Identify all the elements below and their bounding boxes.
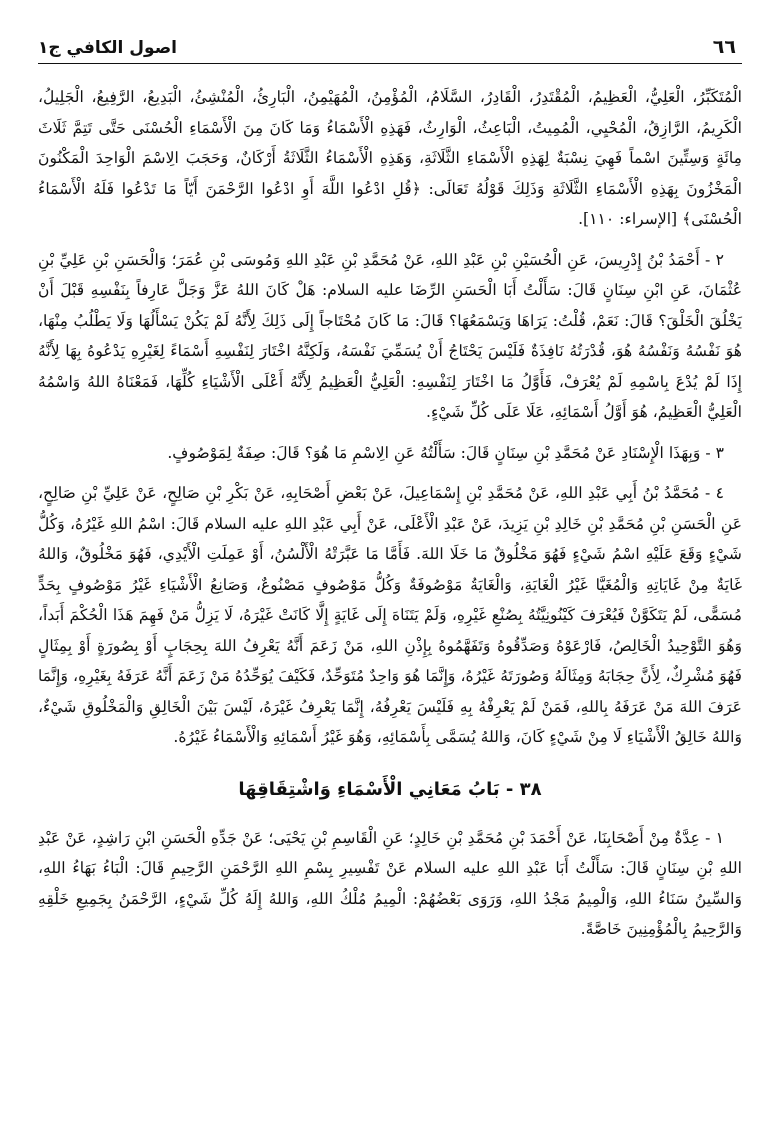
page-header bbox=[38, 28, 742, 58]
hadith-3: ٣ - وَبِهَذَا الْإِسْنَادِ عَنْ مُحَمَّدِ بْنِ سِنَانٍ قَالَ: سَأَلْتُهُ عَنِ الِاسْمِ مَا هُوَ؟ قَالَ: صِفَةٌ لِمَوْصُوفٍ. bbox=[167, 443, 724, 462]
paragraph-continuation: الْمُتَكَبِّرُ، الْعَلِيُّ، الْعَظِيمُ، الْمُقْتَدِرُ، الْقَادِرُ، السَّلَامُ، الْمُؤْمِنُ، الْمُهَيْمِنُ، الْبَارِئُ، الْمُنْشِئُ، الْبَدِيعُ، الرَّفِيعُ، الْجَلِيلُ، الْكَرِيمُ، الرَّازِقُ، الْمُحْيِي، الْمُمِيتُ، الْبَاعِثُ، الْوَارِثُ، فَهَذِهِ الْأَسْمَاءُ وَمَا كَانَ مِنَ الْأَسْمَاءِ الْحُسْنَى حَتَّى تَتِمَّ ثَلَاثَ مِائَةٍ وَسِتِّينَ اسْماً فَهِيَ نِسْبَةٌ لِهَذِهِ الْأَسْمَاءِ الثَّلَاثَةِ، وَهَذِهِ الْأَسْمَاءُ الثَّلَاثَةُ أَرْكَانٌ، وَحَجَبَ الِاسْمَ الْوَاحِدَ الْمَكْنُونَ الْمَخْزُونَ بِهَذِهِ الْأَسْمَاءِ الثَّلَاثَةِ وَذَلِكَ قَوْلُهُ تَعَالَى: ﴿قُلِ ادْعُوا اللَّهَ أَوِ ادْعُوا الرَّحْمَنَ أَيّاً مَا تَدْعُوا فَلَهُ الْأَسْمَاءُ الْحُسْنَى﴾ [الإسراء: ١١٠]. bbox=[38, 88, 742, 228]
hadith-4: ٤ - مُحَمَّدُ بْنُ أَبِي عَبْدِ اللهِ، عَنْ مُحَمَّدِ بْنِ إِسْمَاعِيلَ، عَنْ بَعْضِ أَصْحَابِهِ، عَنْ بَكْرِ بْنِ صَالِحٍ، عَنْ عَلِيِّ بْنِ صَالِحٍ، عَنِ الْحَسَنِ بْنِ مُحَمَّدِ بْنِ خَالِدِ بْنِ يَزِيدَ، عَنْ عَبْدِ الْأَعْلَى، عَنْ أَبِي عَبْدِ اللهِ عليه السلام قَالَ: اسْمُ اللهِ غَيْرُهُ، وَكُلُّ شَيْءٍ وَقَعَ عَلَيْهِ اسْمُ شَيْءٍ فَهُوَ مَخْلُوقٌ مَا خَلَا اللهَ. فَأَمَّا مَا عَبَّرَتْهُ الْأَلْسُنُ، أَوْ عَمِلَتِ الْأَيْدِي، فَهُوَ مَخْلُوقٌ، وَاللهُ غَايَةٌ مِنْ غَايَاتِهِ وَالْمُغَيَّا غَيْرُ الْغَايَةِ، وَالْغَايَةُ مَوْصُوفَةٌ وَكُلُّ مَوْصُوفٍ مَصْنُوعٌ، وَصَانِعُ الْأَشْيَاءِ غَيْرُ مَوْصُوفٍ بِحَدٍّ مُسَمًّى، لَمْ يَتَكَوَّنْ فَيُعْرَفَ كَيْنُونِيَّتُهُ بِصُنْعِ غَيْرِهِ، وَلَمْ يَتَنَاهَ إِلَى غَايَةٍ إِلَّا كَانَتْ غَيْرَهُ، لَا يَزِلُّ مَنْ فَهِمَ هَذَا الْحُكْمَ أَبَداً، وَهُوَ التَّوْحِيدُ الْخَالِصُ، فَارْعَوْهُ وَصَدِّقُوهُ وَتَفَهَّمُوهُ بِإِذْنِ اللهِ، مَنْ زَعَمَ أَنَّهُ يَعْرِفُ اللهَ بِحِجَابٍ أَوْ بِصُورَةٍ أَوْ بِمِثَالٍ فَهُوَ مُشْرِكٌ، لِأَنَّ حِجَابَهُ وَمِثَالَهُ وَصُورَتَهُ غَيْرُهُ، وَإِنَّمَا هُوَ وَاحِدٌ مُتَوَحِّدٌ، فَكَيْفَ يُوَحِّدُهُ مَنْ زَعَمَ أَنَّهُ عَرَفَهُ بِغَيْرِهِ، وَإِنَّمَا عَرَفَ اللهَ مَنْ عَرَفَهُ بِاللهِ، فَمَنْ لَمْ يَعْرِفْهُ بِهِ فَلَيْسَ يَعْرِفُهُ، إِنَّمَا يَعْرِفُ غَيْرَهُ، لَيْسَ بَيْنَ الْخَالِقِ وَالْمَخْلُوقِ شَيْءٌ، وَاللهُ خَالِقُ الْأَشْيَاءِ لَا مِنْ شَيْءٍ كَانَ، وَاللهُ يُسَمَّى بِأَسْمَائِهِ، وَهُوَ غَيْرُ أَسْمَائِهِ وَالْأَسْمَاءُ غَيْرُهُ. bbox=[38, 484, 742, 746]
hadith-1-chapter-38: ١ - عِدَّةٌ مِنْ أَصْحَابِنَا، عَنْ أَحْمَدَ بْنِ مُحَمَّدِ بْنِ خَالِدٍ؛ عَنِ الْقَاسِمِ بْنِ يَحْيَى؛ عَنْ جَدِّهِ الْحَسَنِ ابْنِ رَاشِدٍ، عَنْ عَبْدِ اللهِ بْنِ سِنَانٍ قَالَ: سَأَلْتُ أَبَا عَبْدِ اللهِ عليه السلام عَنْ تَفْسِيرِ بِسْمِ اللهِ الرَّحْمَنِ الرَّحِيمِ قَالَ: الْبَاءُ بَهَاءُ اللهِ، وَالسِّينُ سَنَاءُ اللهِ، وَالْمِيمُ مَجْدُ اللهِ، وَرَوَى بَعْضُهُمْ: الْمِيمُ مُلْكُ اللهِ، وَاللهُ إِلَهُ كُلِّ شَيْءٍ، الرَّحْمَنُ بِجَمِيعِ خَلْقِهِ وَالرَّحِيمُ بِالْمُؤْمِنِينَ خَاصَّةً. bbox=[38, 828, 742, 938]
hadith-2: ٢ - أَحْمَدُ بْنُ إِدْرِيسَ، عَنِ الْحُسَيْنِ بْنِ عَبْدِ اللهِ، عَنْ مُحَمَّدِ بْنِ عَبْدِ اللهِ وَمُوسَى بْنِ عُمَرَ؛ وَالْحَسَنِ بْنِ عَلِيِّ بْنِ عُثْمَانَ، عَنِ ابْنِ سِنَانٍ قَالَ: سَأَلْتُ أَبَا الْحَسَنِ الرِّضَا عليه السلام: هَلْ كَانَ اللهُ عَزَّ وَجَلَّ عَارِفاً بِنَفْسِهِ قَبْلَ أَنْ يَخْلُقَ الْخَلْقَ؟ قَالَ: نَعَمْ، قُلْتُ: يَرَاهَا وَيَسْمَعُهَا؟ قَالَ: مَا كَانَ مُحْتَاجاً إِلَى ذَلِكَ لِأَنَّهُ لَمْ يَكُنْ يَسْأَلُهَا وَلَا يَطْلُبُ مِنْهَا، هُوَ نَفْسُهُ وَنَفْسُهُ هُوَ، قُدْرَتُهُ نَافِذَةٌ فَلَيْسَ يَحْتَاجُ أَنْ يُسَمِّيَ نَفْسَهُ، وَلَكِنَّهُ اخْتَارَ لِنَفْسِهِ أَسْمَاءً لِغَيْرِهِ يَدْعُوهُ بِهَا لِأَنَّهُ إِذَا لَمْ يُدْعَ بِاسْمِهِ لَمْ يُعْرَفْ، فَأَوَّلُ مَا اخْتَارَ لِنَفْسِهِ: الْعَلِيُّ الْعَظِيمُ لِأَنَّهُ أَعْلَى الْأَشْيَاءِ كُلِّهَا، فَمَعْنَاهُ اللهُ وَاسْمُهُ الْعَلِيُّ الْعَظِيمُ، هُوَ أَوَّلُ أَسْمَائِهِ، عَلَا عَلَى كُلِّ شَيْءٍ. bbox=[38, 250, 742, 421]
book-page bbox=[38, 0, 742, 1121]
chapter-heading: ٣٨ - بَابُ مَعَانِي الْأَسْمَاءِ وَاشْتِقَاقِهَا bbox=[238, 778, 542, 800]
body-text bbox=[38, 82, 742, 945]
page-number: ٦٦ bbox=[712, 36, 736, 58]
header-rule bbox=[38, 63, 742, 64]
running-title: اصول الكافي ج١ bbox=[38, 38, 177, 58]
